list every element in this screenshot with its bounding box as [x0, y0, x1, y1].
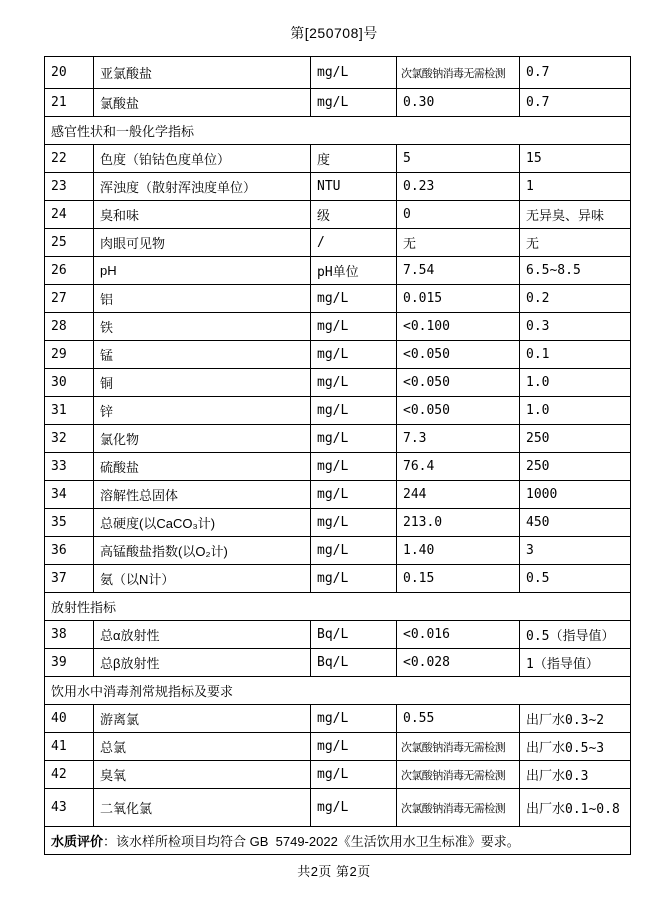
- cell-unit: /: [311, 229, 397, 257]
- cell-measured-value: 0: [397, 201, 520, 229]
- cell-limit-value: 250: [520, 425, 631, 453]
- table-row: [45, 145, 631, 173]
- cell-unit: mg/L: [311, 397, 397, 425]
- cell-limit-value: 出厂水0.3: [520, 761, 631, 789]
- section-header-cell: 感官性状和一般化学指标: [45, 117, 631, 145]
- cell-limit-value: 无异臭、异味: [520, 201, 631, 229]
- cell-measured-value: 次氯酸钠消毒无需检测: [397, 761, 520, 789]
- cell-unit: NTU: [311, 173, 397, 201]
- report-table-body: [45, 57, 631, 855]
- table-row: [45, 537, 631, 565]
- cell-serial-number: 28: [45, 313, 94, 341]
- table-row: [45, 649, 631, 677]
- cell-serial-number: 34: [45, 481, 94, 509]
- cell-unit: Bq/L: [311, 621, 397, 649]
- cell-item-name: 铁: [94, 313, 311, 341]
- water-quality-table: [44, 56, 631, 855]
- table-row: [45, 733, 631, 761]
- cell-unit: mg/L: [311, 481, 397, 509]
- table-row: [45, 481, 631, 509]
- cell-measured-value: 7.3: [397, 425, 520, 453]
- section-header-row: [45, 117, 631, 145]
- cell-limit-value: 0.2: [520, 285, 631, 313]
- cell-unit: 度: [311, 145, 397, 173]
- cell-item-name: 色度（铂钴色度单位）: [94, 145, 311, 173]
- cell-serial-number: 35: [45, 509, 94, 537]
- cell-unit: mg/L: [311, 89, 397, 117]
- cell-measured-value: 0.30: [397, 89, 520, 117]
- cell-item-name: 锰: [94, 341, 311, 369]
- cell-unit: mg/L: [311, 761, 397, 789]
- table-row: [45, 341, 631, 369]
- cell-measured-value: 0.23: [397, 173, 520, 201]
- cell-serial-number: 39: [45, 649, 94, 677]
- table-row: [45, 789, 631, 827]
- evaluation-label: 水质评价: [51, 834, 104, 849]
- cell-measured-value: 76.4: [397, 453, 520, 481]
- cell-item-name: 氯化物: [94, 425, 311, 453]
- table-row: [45, 229, 631, 257]
- cell-unit: mg/L: [311, 57, 397, 89]
- cell-unit: mg/L: [311, 565, 397, 593]
- section-header-row: [45, 593, 631, 621]
- cell-measured-value: 1.40: [397, 537, 520, 565]
- cell-limit-value: 1.0: [520, 397, 631, 425]
- cell-limit-value: 250: [520, 453, 631, 481]
- cell-measured-value: <0.028: [397, 649, 520, 677]
- cell-unit: mg/L: [311, 341, 397, 369]
- table-row: [45, 201, 631, 229]
- cell-limit-value: 出厂水0.1~0.8: [520, 789, 631, 827]
- cell-limit-value: 出厂水0.3~2: [520, 705, 631, 733]
- cell-measured-value: <0.050: [397, 341, 520, 369]
- cell-limit-value: 0.7: [520, 89, 631, 117]
- cell-limit-value: 3: [520, 537, 631, 565]
- cell-limit-value: 0.5（指导值）: [520, 621, 631, 649]
- cell-item-name: 总α放射性: [94, 621, 311, 649]
- cell-unit: mg/L: [311, 425, 397, 453]
- cell-serial-number: 26: [45, 257, 94, 285]
- cell-unit: mg/L: [311, 369, 397, 397]
- cell-unit: mg/L: [311, 285, 397, 313]
- cell-limit-value: 1（指导值）: [520, 649, 631, 677]
- cell-item-name: 铜: [94, 369, 311, 397]
- evaluation-row: [45, 827, 631, 855]
- cell-serial-number: 42: [45, 761, 94, 789]
- cell-serial-number: 33: [45, 453, 94, 481]
- cell-measured-value: 7.54: [397, 257, 520, 285]
- cell-measured-value: 0.55: [397, 705, 520, 733]
- cell-limit-value: 450: [520, 509, 631, 537]
- cell-measured-value: 无: [397, 229, 520, 257]
- table-row: [45, 425, 631, 453]
- cell-measured-value: 次氯酸钠消毒无需检测: [397, 789, 520, 827]
- cell-measured-value: 213.0: [397, 509, 520, 537]
- cell-serial-number: 27: [45, 285, 94, 313]
- table-row: [45, 257, 631, 285]
- cell-serial-number: 38: [45, 621, 94, 649]
- table-row: [45, 453, 631, 481]
- table-row: [45, 705, 631, 733]
- cell-item-name: 氨（以N计）: [94, 565, 311, 593]
- cell-unit: mg/L: [311, 509, 397, 537]
- cell-serial-number: 29: [45, 341, 94, 369]
- page-indicator: 共2页 第2页: [297, 864, 371, 879]
- cell-item-name: 硫酸盐: [94, 453, 311, 481]
- cell-measured-value: 0.15: [397, 565, 520, 593]
- evaluation-cell: [45, 827, 631, 855]
- cell-measured-value: 5: [397, 145, 520, 173]
- section-header-cell: 放射性指标: [45, 593, 631, 621]
- table-row: [45, 509, 631, 537]
- cell-item-name: 溶解性总固体: [94, 481, 311, 509]
- table-row: [45, 89, 631, 117]
- cell-measured-value: <0.016: [397, 621, 520, 649]
- cell-measured-value: 244: [397, 481, 520, 509]
- cell-limit-value: 0.3: [520, 313, 631, 341]
- cell-limit-value: 出厂水0.5~3: [520, 733, 631, 761]
- cell-serial-number: 40: [45, 705, 94, 733]
- cell-measured-value: 次氯酸钠消毒无需检测: [397, 733, 520, 761]
- table-row: [45, 761, 631, 789]
- cell-limit-value: 1000: [520, 481, 631, 509]
- cell-measured-value: <0.050: [397, 397, 520, 425]
- cell-serial-number: 36: [45, 537, 94, 565]
- table-row: [45, 369, 631, 397]
- section-header-cell: 饮用水中消毒剂常规指标及要求: [45, 677, 631, 705]
- table-row: [45, 313, 631, 341]
- cell-serial-number: 32: [45, 425, 94, 453]
- table-row: [45, 173, 631, 201]
- cell-item-name: 总硬度(以CaCO₃计): [94, 509, 311, 537]
- cell-item-name: 臭氧: [94, 761, 311, 789]
- cell-unit: mg/L: [311, 705, 397, 733]
- cell-limit-value: 15: [520, 145, 631, 173]
- cell-unit: Bq/L: [311, 649, 397, 677]
- cell-unit: mg/L: [311, 453, 397, 481]
- table-row: [45, 621, 631, 649]
- cell-item-name: 锌: [94, 397, 311, 425]
- cell-measured-value: <0.050: [397, 369, 520, 397]
- cell-limit-value: 1.0: [520, 369, 631, 397]
- cell-serial-number: 24: [45, 201, 94, 229]
- cell-item-name: 氯酸盐: [94, 89, 311, 117]
- cell-unit: mg/L: [311, 733, 397, 761]
- section-header-row: [45, 677, 631, 705]
- cell-unit: 级: [311, 201, 397, 229]
- cell-unit: pH单位: [311, 257, 397, 285]
- cell-unit: mg/L: [311, 789, 397, 827]
- cell-serial-number: 25: [45, 229, 94, 257]
- cell-serial-number: 30: [45, 369, 94, 397]
- cell-limit-value: 0.1: [520, 341, 631, 369]
- cell-serial-number: 23: [45, 173, 94, 201]
- cell-item-name: 亚氯酸盐: [94, 57, 311, 89]
- cell-item-name: 肉眼可见物: [94, 229, 311, 257]
- cell-serial-number: 41: [45, 733, 94, 761]
- cell-serial-number: 43: [45, 789, 94, 827]
- cell-limit-value: 0.7: [520, 57, 631, 89]
- cell-item-name: 臭和味: [94, 201, 311, 229]
- cell-item-name: 浑浊度（散射浑浊度单位）: [94, 173, 311, 201]
- cell-limit-value: 无: [520, 229, 631, 257]
- table-row: [45, 285, 631, 313]
- cell-limit-value: 0.5: [520, 565, 631, 593]
- cell-item-name: pH: [94, 257, 311, 285]
- evaluation-text: ：该水样所检项目均符合 GB 5749-2022《生活饮用水卫生标准》要求。: [103, 834, 520, 849]
- cell-item-name: 游离氯: [94, 705, 311, 733]
- cell-item-name: 总氯: [94, 733, 311, 761]
- cell-serial-number: 31: [45, 397, 94, 425]
- cell-measured-value: <0.100: [397, 313, 520, 341]
- cell-item-name: 高锰酸盐指数(以O₂计): [94, 537, 311, 565]
- cell-serial-number: 21: [45, 89, 94, 117]
- cell-unit: mg/L: [311, 537, 397, 565]
- cell-unit: mg/L: [311, 313, 397, 341]
- cell-serial-number: 20: [45, 57, 94, 89]
- cell-item-name: 二氧化氯: [94, 789, 311, 827]
- table-row: [45, 397, 631, 425]
- cell-item-name: 铝: [94, 285, 311, 313]
- cell-serial-number: 22: [45, 145, 94, 173]
- cell-item-name: 总β放射性: [94, 649, 311, 677]
- cell-measured-value: 0.015: [397, 285, 520, 313]
- cell-measured-value: 次氯酸钠消毒无需检测: [397, 57, 520, 89]
- cell-serial-number: 37: [45, 565, 94, 593]
- table-row: [45, 57, 631, 89]
- document-number-title: 第[250708]号: [290, 25, 378, 41]
- cell-limit-value: 1: [520, 173, 631, 201]
- table-row: [45, 565, 631, 593]
- cell-limit-value: 6.5~8.5: [520, 257, 631, 285]
